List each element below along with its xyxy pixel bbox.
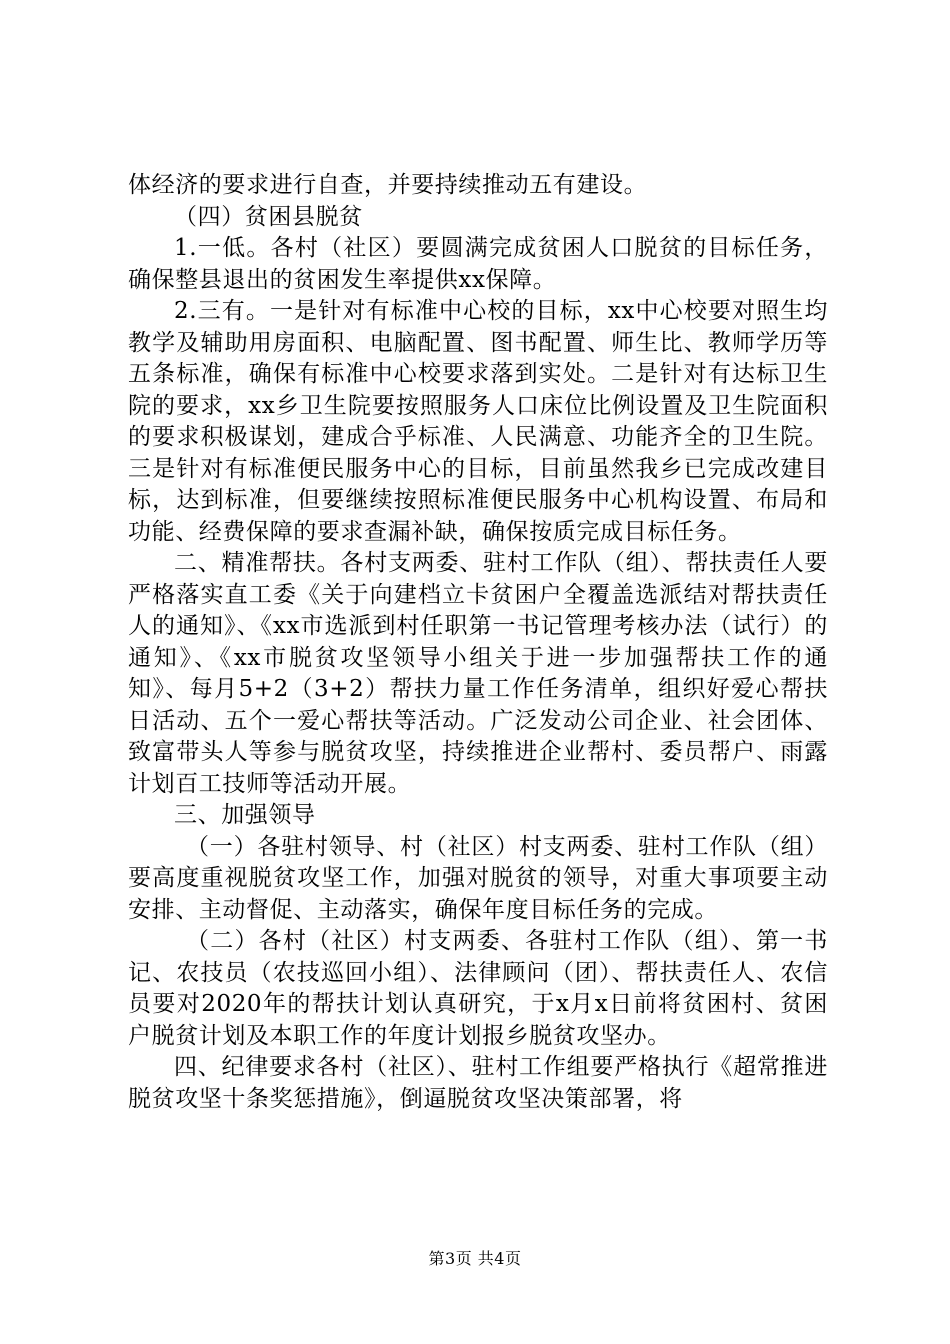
- section-heading-leadership: 三、加强领导: [174, 802, 316, 828]
- page-number-footer: 第3页 共4页: [428, 1249, 522, 1268]
- paragraph-three-haves: 2.三有。一是针对有标准中心校的目标，xx中心校要对照生均教学及辅助用房面积、电脑配置、图书配置、师生比、教师学历等五条标准，确保有标准中心校要求落到实处。二是针对有达标卫生院的要求，xx乡卫生院要按照服务人口床位比例设置及卫生院面积的要求积极谋划，建成合乎标准、人民满意、功能齐全的卫生院。三是针对有标准便民服务中心的目标，目前虽然我乡已完成改建目标，达到标准，但要继续按照标准便民服务中心机构设置、布局和功能、经费保障的要求查漏补缺，确保按质完成目标任务。: [128, 298, 828, 545]
- document-body: [128, 170, 828, 1115]
- section-heading-poor-county: （四）贫困县脱贫: [174, 203, 363, 230]
- paragraph-precise-assistance: 二、精准帮扶。各村支两委、驻村工作队（组）、帮扶责任人要严格落实直工委《关于向建档立卡贫困户全覆盖选派结对帮扶责任人的通知》、《xx市选派到村任职第一书记管理考核办法（试行）的通知》、《xx市脱贫攻坚领导小组关于进一步加强帮扶工作的通知》、每月5+2（3+2）帮扶力量工作任务清单，组织好爱心帮扶日活动、五个一爱心帮扶等活动。广泛发动公司企业、社会团体、致富带头人等参与脱贫攻坚，持续推进企业帮村、委员帮户、雨露计划百工技师等活动开展。: [128, 550, 828, 797]
- paragraph-leadership-2: （二）各村（社区）村支两委、各驻村工作队（组）、第一书记、农技员（农技巡回小组）、法律顾问（团）、帮扶责任人、农信员要对2020年的帮扶计划认真研究，于x月x日前将贫困村、贫困户脱贫计划及本职工作的年度计划报乡脱贫攻坚办。: [128, 928, 828, 1049]
- paragraph-leadership-1: （一）各驻村领导、村（社区）村支两委、驻村工作队（组）要高度重视脱贫攻坚工作，加强对脱贫的领导，对重大事项要主动安排、主动督促、主动落实，确保年度目标任务的完成。: [128, 833, 828, 923]
- paragraph-continuation: 体经济的要求进行自查，并要持续推动五有建设。: [128, 172, 648, 198]
- paragraph-one-low: 1.一低。各村（社区）要圆满完成贫困人口脱贫的目标任务，确保整县退出的贫困发生率提供xx保障。: [128, 235, 828, 293]
- paragraph-discipline: 四、纪律要求各村（社区）、驻村工作组要严格执行《超常推进脱贫攻坚十条奖惩措施》，倒逼脱贫攻坚决策部署，将: [128, 1054, 828, 1112]
